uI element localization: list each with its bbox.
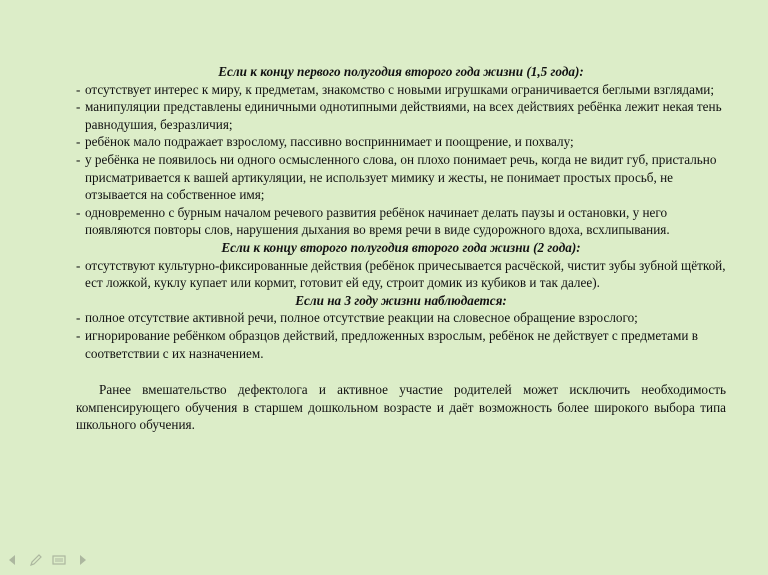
list-item-text: полное отсутствие активной речи, полное отсутствие реакции на словесное обращение взрослого; <box>85 310 638 326</box>
section-first-half-second-year <box>76 63 726 239</box>
slide-content <box>76 63 726 434</box>
dash: - <box>76 134 81 150</box>
list-item-text: отсутствуют культурно-фиксированные действия (ребёнок причесывается расчёской, чистит зубы зубной щёткой, ест ложкой, куклу купает или кормит, готовит ей еду, строит домик из кубиков и так далее). <box>85 257 726 291</box>
section-heading: Если к концу первого полугодия второго года жизни (1,5 года): <box>218 64 584 79</box>
section-heading: Если на 3 году жизни наблюдается: <box>295 292 507 308</box>
dash: - <box>76 257 81 273</box>
list-item <box>76 257 726 292</box>
menu-icon[interactable] <box>52 553 66 567</box>
list-item <box>76 133 726 151</box>
section-second-half-second-year <box>76 239 726 292</box>
list-item-text: отсутствует интерес к миру, к предметам, знакомство с новыми игрушками ограничивается беглыми взглядами; <box>85 81 715 97</box>
list-item <box>76 98 726 133</box>
dash: - <box>76 204 81 220</box>
section-heading: Если к концу второго полугодия второго года жизни (2 года): <box>221 239 581 255</box>
dash: - <box>76 151 81 167</box>
next-arrow-icon[interactable] <box>75 553 89 567</box>
list-item-text: манипуляции представлены единичными однотипными действиями, на всех действиях ребёнка лежит некая тень равнодушия, безразличия; <box>85 99 722 132</box>
dash: - <box>76 327 81 343</box>
list-item <box>76 81 726 99</box>
dash: - <box>76 310 81 326</box>
list-item <box>76 151 726 204</box>
pen-icon[interactable] <box>29 553 43 567</box>
list-item <box>76 204 726 239</box>
dash: - <box>76 81 81 97</box>
list-item <box>76 327 726 362</box>
dash: - <box>76 99 81 115</box>
list-item <box>76 309 726 327</box>
list-item-text: у ребёнка не появилось ни одного осмысленного слова, он плохо понимает речь, когда не видит губ, пристально присматривается к вашей артикуляции, не использует мимику и жесты, не понимает простых просьб, не отзывается на собственное имя; <box>85 151 717 203</box>
list-item-text: игнорирование ребёнком образцов действий, предложенных взрослым, ребёнок не действует с предметами в соответствии с их назначением. <box>85 327 698 361</box>
conclusion-paragraph: Ранее вмешательство дефектолога и активное участие родителей может исключить необходимость компенсирующего обучения в старшем дошкольном возрасте и даёт возможность более широкого выбора типа школьного обучения. <box>76 382 726 433</box>
section-third-year <box>76 292 726 362</box>
list-item-text: ребёнок мало подражает взрослому, пассивно восприннимает и поощрение, и похвалу; <box>85 134 574 150</box>
previous-arrow-icon[interactable] <box>6 553 20 567</box>
list-item-text: одновременно с бурным началом речевого развития ребёнок начинает делать паузы и остановки, у него появляются повторы слов, нарушения дыхания во время речи в виде судорожного вдоха, всхлипывания. <box>85 204 670 238</box>
slideshow-controls <box>6 553 89 567</box>
